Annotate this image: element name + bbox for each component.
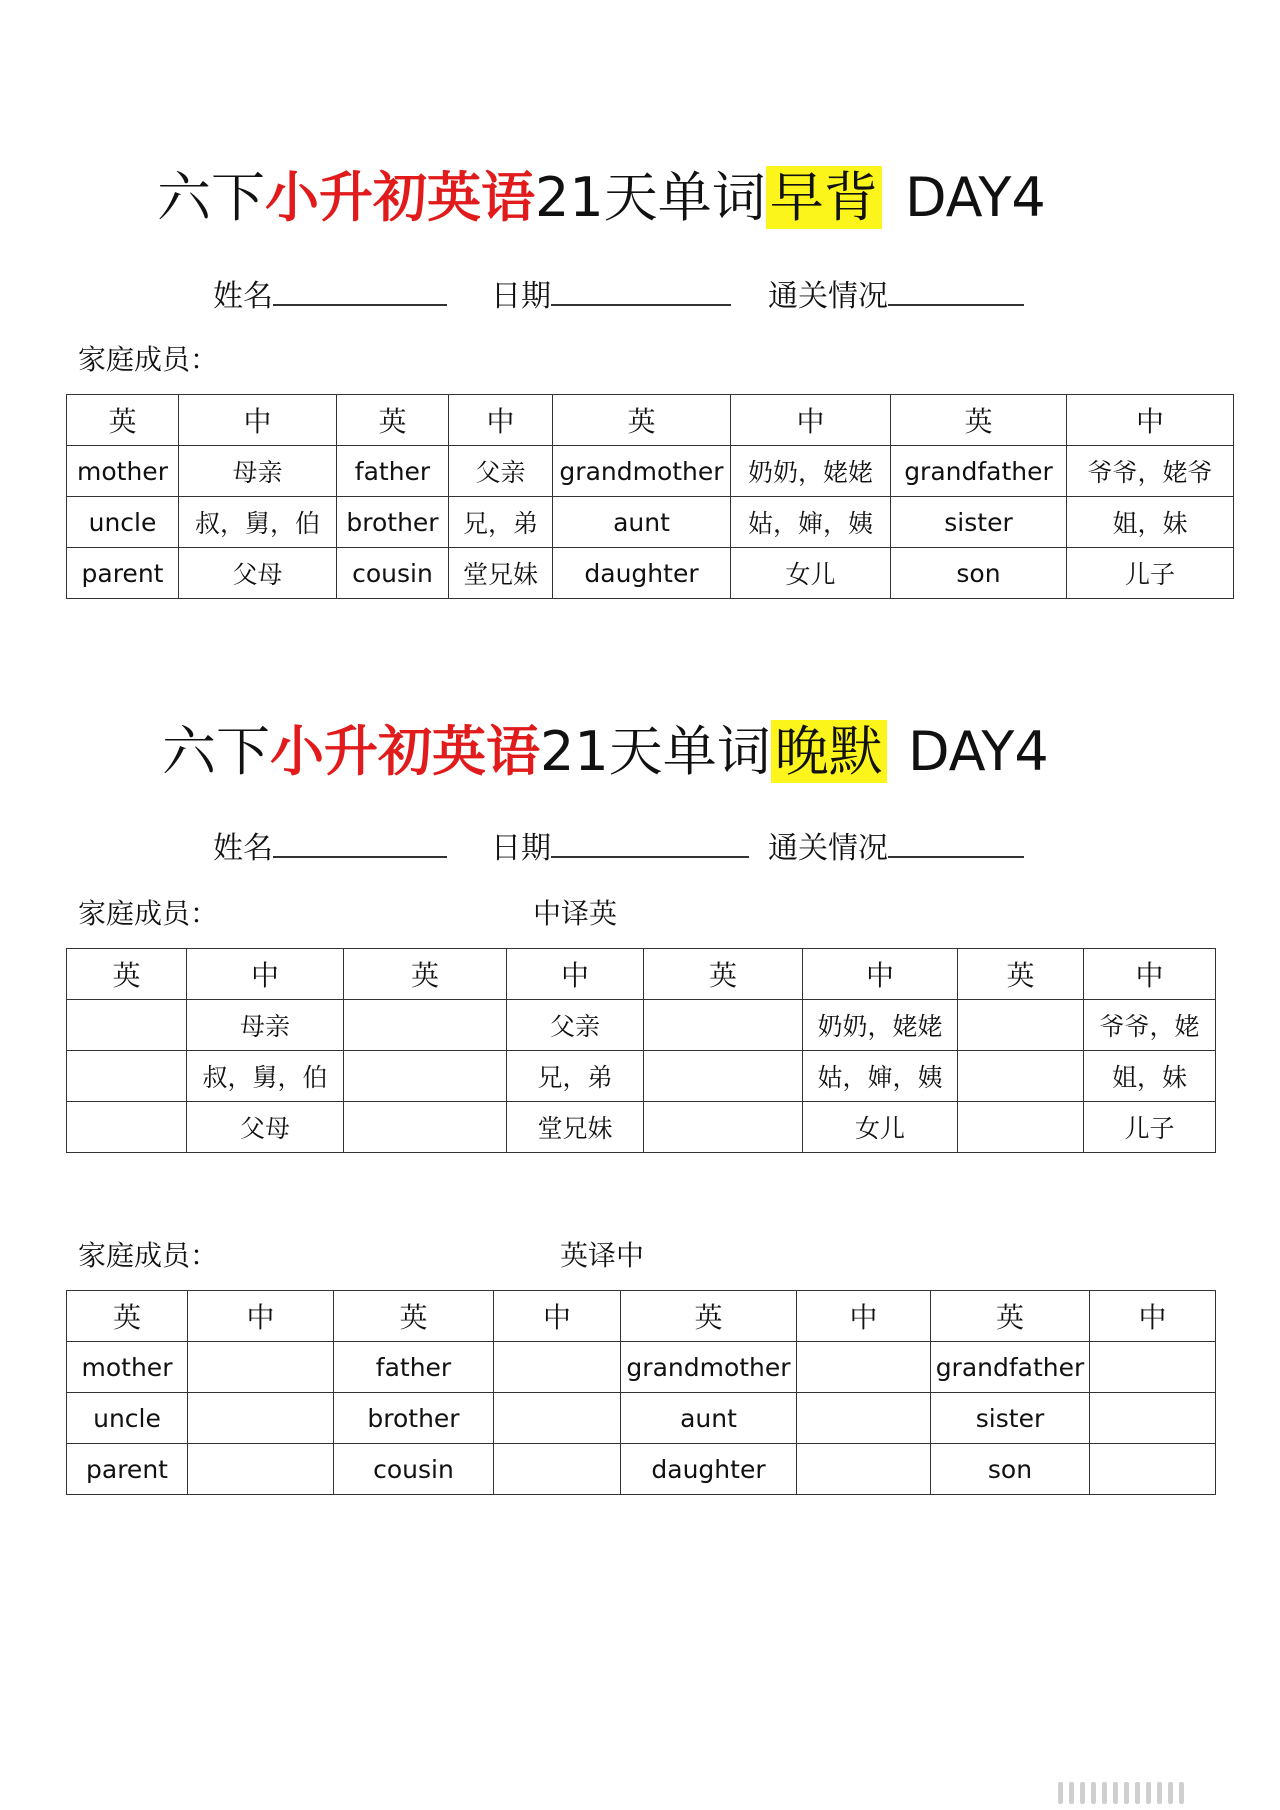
status-field[interactable]	[768, 274, 1024, 317]
answer-cell[interactable]	[958, 1051, 1084, 1102]
header-cell: 英	[67, 949, 187, 1000]
answer-cell[interactable]	[67, 1051, 187, 1102]
answer-cell[interactable]	[188, 1444, 334, 1495]
answer-cell[interactable]	[494, 1342, 621, 1393]
table-row	[67, 1393, 1216, 1444]
cell-cn: 叔，舅，伯	[179, 497, 337, 548]
answer-cell[interactable]	[797, 1342, 931, 1393]
cell-cn: 姐，妹	[1084, 1051, 1216, 1102]
answer-cell[interactable]	[188, 1342, 334, 1393]
cell-en: son	[891, 548, 1067, 599]
table-row	[67, 446, 1234, 497]
cell-en: mother	[67, 1342, 188, 1393]
cell-cn: 儿子	[1067, 548, 1234, 599]
header-cell: 英	[931, 1291, 1090, 1342]
header-cell: 英	[67, 395, 179, 446]
en-to-cn-mode-label: 英译中	[560, 1239, 645, 1272]
cell-cn: 爷爷，姥	[1084, 1000, 1216, 1051]
en-to-cn-section-label: 家庭成员：	[78, 1239, 219, 1272]
evening-title	[0, 712, 1280, 792]
cell-cn: 父亲	[449, 446, 553, 497]
table-header-row	[67, 395, 1234, 446]
cell-cn: 叔，舅，伯	[187, 1051, 344, 1102]
cell-en: son	[931, 1444, 1090, 1495]
cell-en: sister	[891, 497, 1067, 548]
cell-cn: 母亲	[179, 446, 337, 497]
title-mid-text: 21天单词	[535, 166, 766, 229]
cell-en: sister	[931, 1393, 1090, 1444]
header-cell: 中	[188, 1291, 334, 1342]
morning-word-table	[66, 394, 1234, 599]
cell-en: grandfather	[931, 1342, 1090, 1393]
header-cell: 英	[553, 395, 731, 446]
answer-cell[interactable]	[344, 1102, 507, 1153]
cell-cn: 奶奶，姥姥	[803, 1000, 958, 1051]
cell-en: aunt	[621, 1393, 797, 1444]
morning-title	[0, 158, 1280, 238]
answer-cell[interactable]	[797, 1444, 931, 1495]
header-cell: 英	[644, 949, 803, 1000]
answer-cell[interactable]	[958, 1000, 1084, 1051]
header-cell: 英	[621, 1291, 797, 1342]
answer-cell[interactable]	[67, 1000, 187, 1051]
answer-cell[interactable]	[644, 1102, 803, 1153]
cell-cn: 堂兄妹	[449, 548, 553, 599]
cell-en: grandmother	[621, 1342, 797, 1393]
answer-cell[interactable]	[644, 1051, 803, 1102]
table-header-row	[67, 949, 1216, 1000]
answer-cell[interactable]	[344, 1000, 507, 1051]
name-label: 姓名	[213, 831, 273, 866]
cell-cn: 姐，妹	[1067, 497, 1234, 548]
cell-cn: 父母	[187, 1102, 344, 1153]
cell-en: father	[337, 446, 449, 497]
name-field[interactable]	[213, 274, 447, 317]
status-blank[interactable]	[888, 826, 1024, 858]
answer-cell[interactable]	[797, 1393, 931, 1444]
morning-info-row	[0, 274, 1280, 314]
evening-info-row	[0, 826, 1280, 866]
cell-en: aunt	[553, 497, 731, 548]
answer-cell[interactable]	[1090, 1393, 1216, 1444]
date-blank[interactable]	[551, 826, 749, 858]
header-cell: 英	[958, 949, 1084, 1000]
header-cell: 中	[803, 949, 958, 1000]
header-cell: 中	[449, 395, 553, 446]
cell-en: brother	[334, 1393, 494, 1444]
cell-en: grandmother	[553, 446, 731, 497]
title-prefix: 六下	[162, 720, 270, 783]
cell-cn: 兄，弟	[507, 1051, 644, 1102]
date-label: 日期	[491, 831, 551, 866]
name-label: 姓名	[213, 279, 273, 314]
table-row	[67, 1051, 1216, 1102]
header-cell: 英	[334, 1291, 494, 1342]
morning-section-label: 家庭成员：	[78, 343, 219, 376]
title-day: DAY4	[905, 166, 1046, 229]
cell-cn: 母亲	[187, 1000, 344, 1051]
answer-cell[interactable]	[494, 1444, 621, 1495]
table-row	[67, 497, 1234, 548]
cell-en: cousin	[337, 548, 449, 599]
cell-en: mother	[67, 446, 179, 497]
header-cell: 中	[179, 395, 337, 446]
title-highlight: 晚默	[771, 720, 887, 783]
answer-cell[interactable]	[1090, 1342, 1216, 1393]
header-cell: 英	[337, 395, 449, 446]
cell-en: cousin	[334, 1444, 494, 1495]
table-row	[67, 1444, 1216, 1495]
watermark-bars-icon	[1058, 1782, 1258, 1804]
cell-cn: 姑，婶，姨	[803, 1051, 958, 1102]
cn-to-en-section-label: 家庭成员：	[78, 897, 219, 930]
status-blank[interactable]	[888, 274, 1024, 306]
answer-cell[interactable]	[1090, 1444, 1216, 1495]
cell-en: father	[334, 1342, 494, 1393]
answer-cell[interactable]	[494, 1393, 621, 1444]
title-red-text: 小升初英语	[265, 166, 535, 229]
cell-en: uncle	[67, 1393, 188, 1444]
status-label: 通关情况	[768, 831, 888, 866]
header-cell: 中	[1090, 1291, 1216, 1342]
name-blank[interactable]	[273, 826, 447, 858]
cn-to-en-table	[66, 948, 1216, 1153]
header-cell: 英	[67, 1291, 188, 1342]
title-red-text: 小升初英语	[270, 720, 540, 783]
table-row	[67, 548, 1234, 599]
table-row	[67, 1000, 1216, 1051]
title-mid-text: 21天单词	[540, 720, 771, 783]
cell-cn: 兄，弟	[449, 497, 553, 548]
header-cell: 中	[797, 1291, 931, 1342]
header-cell: 中	[1084, 949, 1216, 1000]
status-label: 通关情况	[768, 279, 888, 314]
table-row	[67, 1342, 1216, 1393]
cell-cn: 女儿	[803, 1102, 958, 1153]
cell-cn: 女儿	[731, 548, 891, 599]
date-field[interactable]	[491, 274, 731, 317]
cell-cn: 儿子	[1084, 1102, 1216, 1153]
cell-cn: 父母	[179, 548, 337, 599]
cell-en: parent	[67, 548, 179, 599]
cell-cn: 奶奶，姥姥	[731, 446, 891, 497]
status-field[interactable]	[768, 826, 1024, 869]
table-header-row	[67, 1291, 1216, 1342]
en-to-cn-table	[66, 1290, 1216, 1495]
answer-cell[interactable]	[188, 1393, 334, 1444]
cell-en: daughter	[553, 548, 731, 599]
header-cell: 中	[507, 949, 644, 1000]
name-field[interactable]	[213, 826, 447, 869]
header-cell: 英	[891, 395, 1067, 446]
date-label: 日期	[491, 279, 551, 314]
date-blank[interactable]	[551, 274, 731, 306]
answer-cell[interactable]	[644, 1000, 803, 1051]
answer-cell[interactable]	[67, 1102, 187, 1153]
cell-en: brother	[337, 497, 449, 548]
title-prefix: 六下	[157, 166, 265, 229]
cell-cn: 姑，婶，姨	[731, 497, 891, 548]
cell-en: parent	[67, 1444, 188, 1495]
answer-cell[interactable]	[958, 1102, 1084, 1153]
cell-en: daughter	[621, 1444, 797, 1495]
table-row	[67, 1102, 1216, 1153]
header-cell: 中	[731, 395, 891, 446]
header-cell: 中	[494, 1291, 621, 1342]
header-cell: 英	[344, 949, 507, 1000]
cell-cn: 堂兄妹	[507, 1102, 644, 1153]
header-cell: 中	[187, 949, 344, 1000]
header-cell: 中	[1067, 395, 1234, 446]
cn-to-en-mode-label: 中译英	[533, 897, 618, 930]
cell-en: uncle	[67, 497, 179, 548]
answer-cell[interactable]	[344, 1051, 507, 1102]
cell-cn: 爷爷，姥爷	[1067, 446, 1234, 497]
date-field[interactable]	[491, 826, 749, 869]
title-day: DAY4	[908, 720, 1049, 783]
cell-cn: 父亲	[507, 1000, 644, 1051]
title-highlight: 早背	[766, 166, 882, 229]
cell-en: grandfather	[891, 446, 1067, 497]
name-blank[interactable]	[273, 274, 447, 306]
